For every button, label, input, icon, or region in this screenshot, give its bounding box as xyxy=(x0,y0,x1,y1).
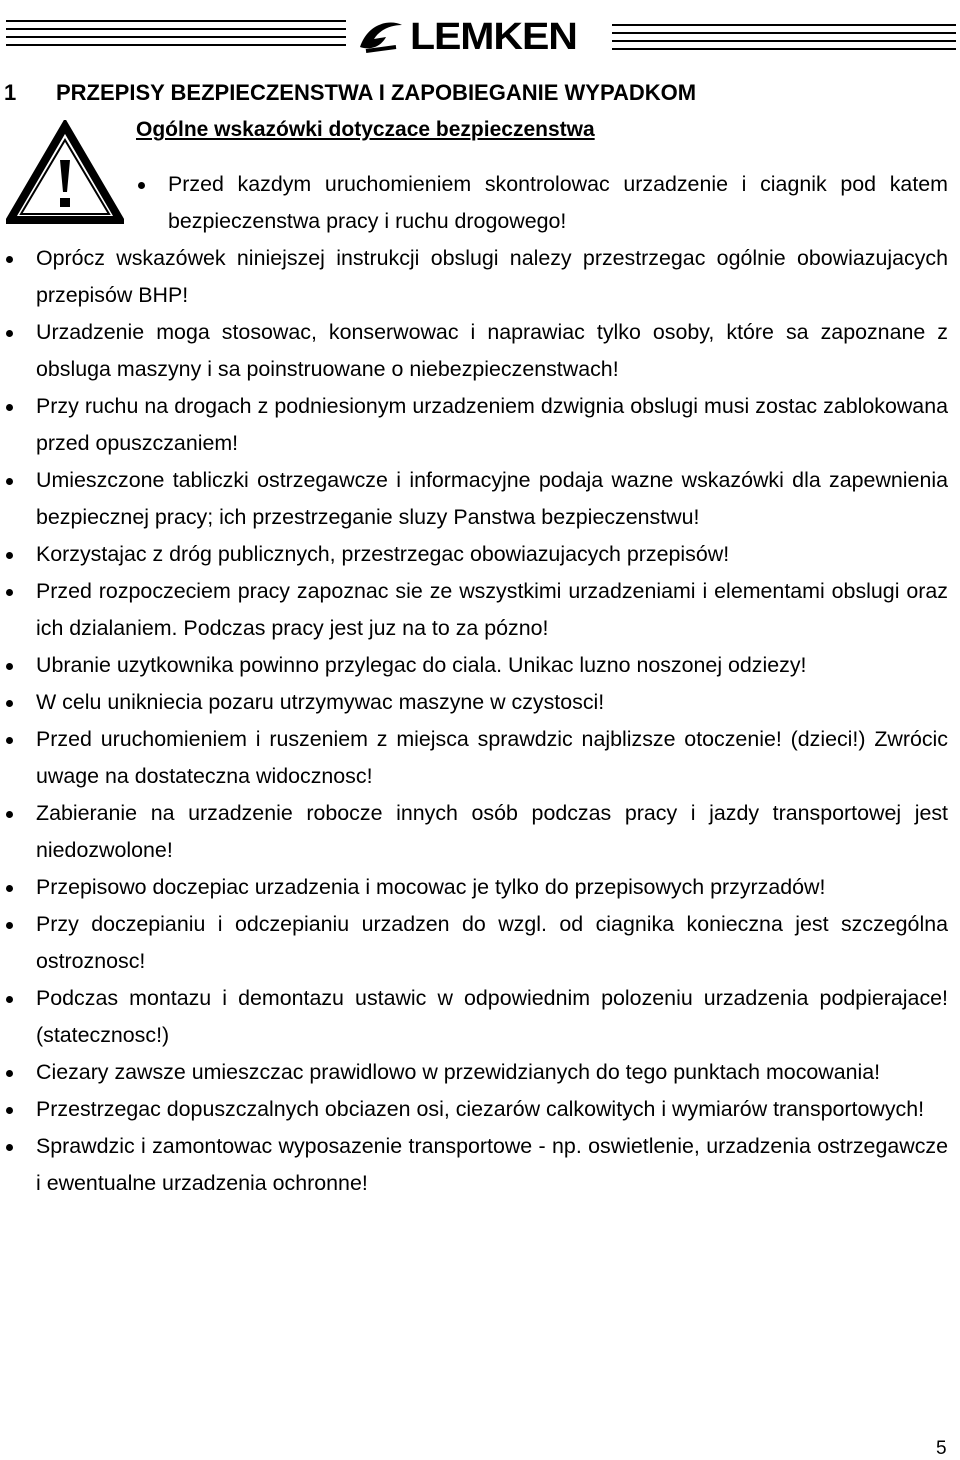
section-subtitle: Ogólne wskazówki dotyczace bezpieczenstwa xyxy=(136,118,595,141)
section-number: 1 xyxy=(4,80,17,105)
list-item: W celu unikniecia pozaru utrzymywac maszyne w czystosci! xyxy=(36,684,948,721)
list-item: Umieszczone tabliczki ostrzegawcze i informacyjne podaja wazne wskazówki dla zapewnienia bezpiecznej pracy; ich przestrzeganie sluzy Panstwa bezpieczenstwu! xyxy=(36,462,948,536)
bullet xyxy=(6,811,13,818)
bullet xyxy=(6,1070,13,1077)
lemken-logo xyxy=(356,16,577,58)
bullet xyxy=(6,1144,13,1151)
bullet xyxy=(6,552,13,559)
list-item: Ciezary zawsze umieszczac prawidlowo w przewidzianych do tego punktach mocowania! xyxy=(36,1054,948,1091)
list-item: Oprócz wskazówek niniejszej instrukcji obslugi nalezy przestrzegac ogólnie obowiazujacych przepisów BHP! xyxy=(36,240,948,314)
list-item: Urzadzenie moga stosowac, konserwowac i naprawiac tylko osoby, które sa zapoznane z obsluga maszyny i sa poinstruowane o niebezpieczenstwach! xyxy=(36,314,948,388)
list-item: Zabieranie na urzadzenie robocze innych osób podczas pracy i jazdy transportowej jest niedozwolone! xyxy=(36,795,948,869)
lemken-bird-logo-icon xyxy=(356,17,406,57)
bullet xyxy=(6,330,13,337)
list-item: Przepisowo doczepiac urzadzenia i mocowac je tylko do przepisowych przyrzadów! xyxy=(36,869,948,906)
bullet xyxy=(6,737,13,744)
page-header xyxy=(0,14,960,60)
bullet xyxy=(6,663,13,670)
section-title-text: PRZEPISY BEZPIECZENSTWA I ZAPOBIEGANIE WYPADKOM xyxy=(56,80,697,105)
logo-wordmark: LEMKEN xyxy=(410,16,577,58)
bullet xyxy=(6,404,13,411)
list-item: Przy doczepianiu i odczepianiu urzadzen do wzgl. od ciagnika konieczna jest szczególna ostroznosc! xyxy=(36,906,948,980)
bullet xyxy=(6,1107,13,1114)
bullet xyxy=(6,478,13,485)
section-title xyxy=(4,80,696,106)
list-item: Korzystajac z dróg publicznych, przestrzegac obowiazujacych przepisów! xyxy=(36,536,948,573)
page-number: 5 xyxy=(936,1438,947,1459)
list-item: Przed kazdym uruchomieniem skontrolowac urzadzenie i ciagnik pod katem bezpieczenstwa pracy i ruchu drogowego! xyxy=(168,166,948,240)
list-item: Przestrzegac dopuszczalnych obciazen osi, ciezarów calkowitych i wymiarów transportowych! xyxy=(36,1091,948,1128)
list-item: Przed rozpoczeciem pracy zapoznac sie ze wszystkimi urzadzeniami i elementami obslugi oraz ich dzialaniem. Podczas pracy jest juz na to za pózno! xyxy=(36,573,948,647)
list-item: Podczas montazu i demontazu ustawic w odpowiednim polozeniu urzadzenia podpierajace! (statecznosc!) xyxy=(36,980,948,1054)
list-item: Ubranie uzytkownika powinno przylegac do ciala. Unikac luzno noszonej odziezy! xyxy=(36,647,948,684)
bullet xyxy=(6,996,13,1003)
list-item: Sprawdzic i zamontowac wyposazenie transportowe - np. oswietlenie, urzadzenia ostrzegawcze i ewentualne urzadzenia ochronne! xyxy=(36,1128,948,1202)
safety-rules-list xyxy=(0,166,960,1202)
list-item: Przed uruchomieniem i ruszeniem z miejsca sprawdzic najblizsze otoczenie! (dzieci!) Zwrócic uwage na dostateczna widocznosc! xyxy=(36,721,948,795)
bullet xyxy=(6,885,13,892)
bullet xyxy=(6,589,13,596)
list-item: Przy ruchu na drogach z podniesionym urzadzeniem dzwignia obslugi musi zostac zablokowana przed opuszczaniem! xyxy=(36,388,948,462)
bullet xyxy=(6,700,13,707)
bullet xyxy=(6,922,13,929)
bullet xyxy=(6,256,13,263)
bullet xyxy=(138,182,145,189)
